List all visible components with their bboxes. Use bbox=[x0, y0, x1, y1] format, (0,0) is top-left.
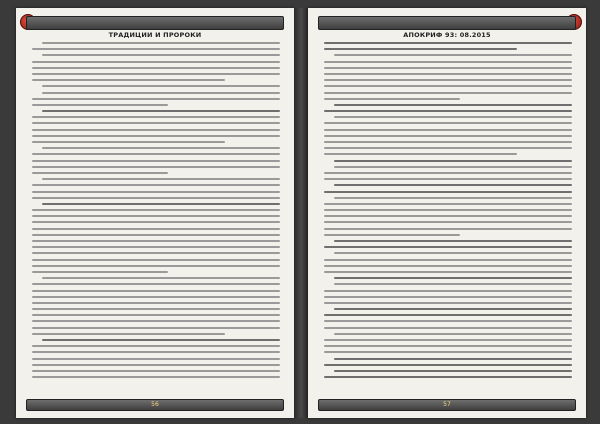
text-line bbox=[32, 351, 280, 353]
text-line bbox=[32, 283, 280, 285]
text-line bbox=[324, 215, 572, 217]
text-line bbox=[324, 141, 572, 143]
text-line bbox=[32, 67, 280, 69]
text-line bbox=[324, 73, 572, 75]
text-line bbox=[32, 370, 280, 372]
text-line bbox=[32, 327, 280, 329]
text-line bbox=[32, 166, 280, 168]
text-line bbox=[32, 290, 280, 292]
text-line bbox=[32, 61, 280, 63]
right-page-number: 57 bbox=[318, 399, 576, 411]
text-line bbox=[32, 333, 225, 335]
text-line bbox=[32, 184, 280, 186]
text-line bbox=[324, 129, 572, 131]
text-line bbox=[32, 160, 280, 162]
text-line bbox=[32, 221, 280, 223]
text-line bbox=[324, 178, 572, 180]
text-line bbox=[32, 197, 280, 199]
text-line bbox=[324, 85, 572, 87]
text-line bbox=[324, 221, 572, 223]
text-line bbox=[32, 172, 168, 174]
text-line bbox=[324, 314, 572, 316]
text-line bbox=[32, 246, 280, 248]
text-line bbox=[32, 228, 280, 230]
text-line bbox=[324, 376, 572, 378]
left-running-header bbox=[26, 16, 284, 30]
text-line bbox=[334, 370, 572, 372]
text-line bbox=[32, 308, 280, 310]
text-line bbox=[324, 320, 572, 322]
text-line bbox=[32, 48, 280, 50]
text-line bbox=[324, 61, 572, 63]
text-line bbox=[32, 376, 280, 378]
text-line bbox=[324, 203, 572, 205]
text-line bbox=[324, 339, 572, 341]
left-page-number: 56 bbox=[26, 399, 284, 411]
text-line bbox=[32, 240, 280, 242]
text-line bbox=[42, 277, 280, 279]
text-line bbox=[42, 110, 280, 112]
text-line bbox=[324, 228, 572, 230]
text-line bbox=[334, 358, 572, 360]
text-line bbox=[32, 129, 280, 131]
text-line bbox=[334, 308, 572, 310]
text-line bbox=[32, 320, 280, 322]
text-line bbox=[334, 104, 572, 106]
text-line bbox=[32, 73, 280, 75]
text-line bbox=[324, 48, 517, 50]
text-line bbox=[324, 67, 572, 69]
text-line bbox=[334, 116, 572, 118]
text-line bbox=[32, 252, 280, 254]
text-line bbox=[324, 265, 572, 267]
text-line bbox=[334, 240, 572, 242]
text-line bbox=[32, 98, 280, 100]
text-line bbox=[32, 358, 280, 360]
text-line bbox=[42, 54, 280, 56]
text-line bbox=[324, 79, 572, 81]
text-line bbox=[32, 302, 280, 304]
left-page bbox=[16, 8, 294, 418]
text-line bbox=[42, 339, 280, 341]
text-line bbox=[32, 271, 168, 273]
text-line bbox=[32, 135, 280, 137]
text-line bbox=[42, 178, 280, 180]
text-line bbox=[32, 141, 225, 143]
left-body-text bbox=[32, 42, 280, 396]
text-line bbox=[324, 191, 572, 193]
text-line bbox=[324, 209, 572, 211]
text-line bbox=[324, 246, 572, 248]
text-line bbox=[334, 160, 572, 162]
text-line bbox=[32, 191, 280, 193]
text-line bbox=[324, 92, 572, 94]
text-line bbox=[42, 203, 280, 205]
text-line bbox=[32, 259, 280, 261]
text-line bbox=[42, 92, 280, 94]
text-line bbox=[32, 209, 280, 211]
text-line bbox=[32, 234, 280, 236]
text-line bbox=[32, 79, 225, 81]
text-line bbox=[324, 110, 572, 112]
text-line bbox=[324, 234, 460, 236]
text-line bbox=[324, 98, 460, 100]
text-line bbox=[324, 327, 572, 329]
text-line bbox=[324, 345, 572, 347]
text-line bbox=[334, 277, 572, 279]
text-line bbox=[324, 296, 572, 298]
text-line bbox=[32, 296, 280, 298]
text-line bbox=[32, 122, 280, 124]
text-line bbox=[32, 364, 280, 366]
text-line bbox=[334, 283, 572, 285]
left-section-title: ТРАДИЦИИ И ПРОРОКИ bbox=[108, 31, 202, 39]
text-line bbox=[324, 259, 572, 261]
text-line bbox=[324, 351, 572, 353]
text-line bbox=[334, 252, 572, 254]
right-page bbox=[308, 8, 586, 418]
text-line bbox=[32, 104, 168, 106]
text-line bbox=[324, 172, 572, 174]
text-line bbox=[324, 122, 572, 124]
text-line bbox=[334, 197, 572, 199]
text-line bbox=[32, 314, 280, 316]
text-line bbox=[324, 42, 572, 44]
right-running-header bbox=[318, 16, 576, 30]
text-line bbox=[324, 147, 572, 149]
text-line bbox=[32, 116, 280, 118]
text-line bbox=[42, 147, 280, 149]
text-line bbox=[324, 290, 572, 292]
right-body-text bbox=[324, 42, 572, 396]
text-line bbox=[32, 153, 280, 155]
text-line bbox=[32, 265, 280, 267]
text-line bbox=[42, 42, 280, 44]
text-line bbox=[334, 184, 572, 186]
text-line bbox=[324, 153, 517, 155]
text-line bbox=[334, 333, 572, 335]
text-line bbox=[42, 85, 280, 87]
text-line bbox=[334, 166, 572, 168]
text-line bbox=[324, 271, 572, 273]
text-line bbox=[32, 215, 280, 217]
text-line bbox=[324, 364, 572, 366]
right-section-title: АПОКРИФ 93: 08.2015 bbox=[403, 31, 491, 39]
text-line bbox=[334, 54, 572, 56]
text-line bbox=[32, 345, 280, 347]
book-gutter bbox=[294, 8, 308, 418]
text-line bbox=[324, 135, 572, 137]
text-line bbox=[324, 302, 572, 304]
